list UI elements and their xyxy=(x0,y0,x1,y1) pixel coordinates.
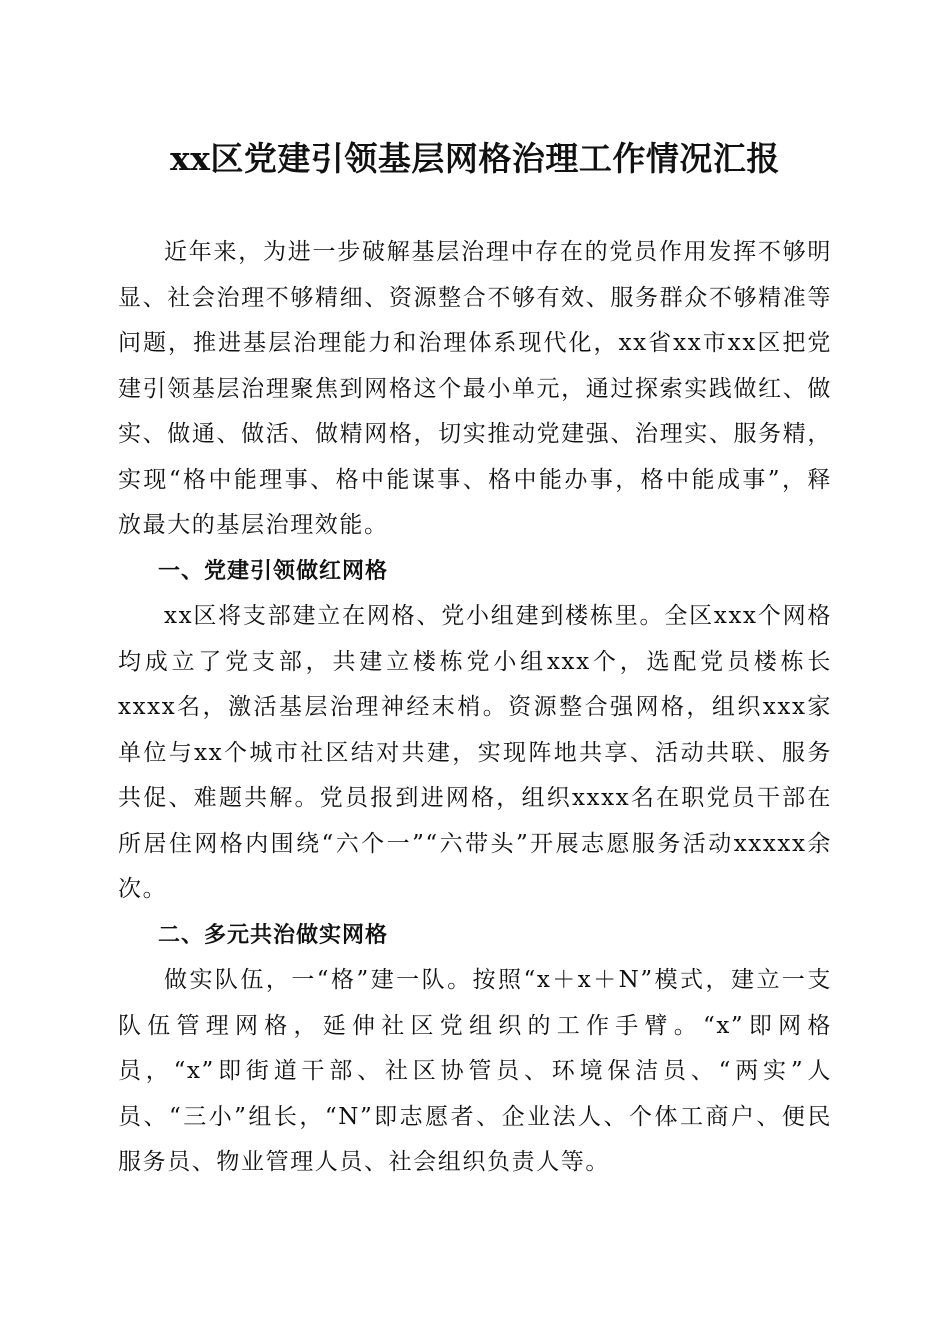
section-paragraph-1: xx区将支部建立在网格、党小组建到楼栋里。全区xxx个网格均成立了党支部，共建立楼栋党小组xxx个，选配党员楼栋长xxxx名，激活基层治理神经末梢。资源整合强网格，组织xxx家单位与xx个城市社区结对共建，实现阵地共享、活动共联、服务共促、难题共解。党员报到进网格，组织xxxx名在职党员干部在所居住网格内围绕“六个一”“六带头”开展志愿服务活动xxxxx余次。 xyxy=(118,603,832,902)
section-heading-1: 一、党建引领做红网格 xyxy=(158,558,389,584)
section-paragraph-2: 做实队伍，一“格”建一队。按照“x＋x＋N”模式，建立一支队伍管理网格，延伸社区党组织的工作手臂。“x”即网格员，“x”即街道干部、社区协管员、环境保洁员、“两实”人员、“三小”组长，“N”即志愿者、企业法人、个体工商户、便民服务员、物业管理人员、社会组织负责人等。 xyxy=(118,967,832,1175)
document-title: xx区党建引领基层网格治理工作情况汇报 xyxy=(170,139,780,178)
intro-paragraph: 近年来，为进一步破解基层治理中存在的党员作用发挥不够明显、社会治理不够精细、资源整合不够有效、服务群众不够精准等问题，推进基层治理能力和治理体系现代化，xx省xx市xx区把党建引领基层治理聚焦到网格这个最小单元，通过探索实践做红、做实、做通、做活、做精网格，切实推动党建强、治理实、服务精，实现“格中能理事、格中能谋事、格中能办事，格中能成事”，释放最大的基层治理效能。 xyxy=(118,239,832,538)
section-heading-2: 二、多元共治做实网格 xyxy=(158,922,389,948)
document-body xyxy=(118,230,832,1186)
